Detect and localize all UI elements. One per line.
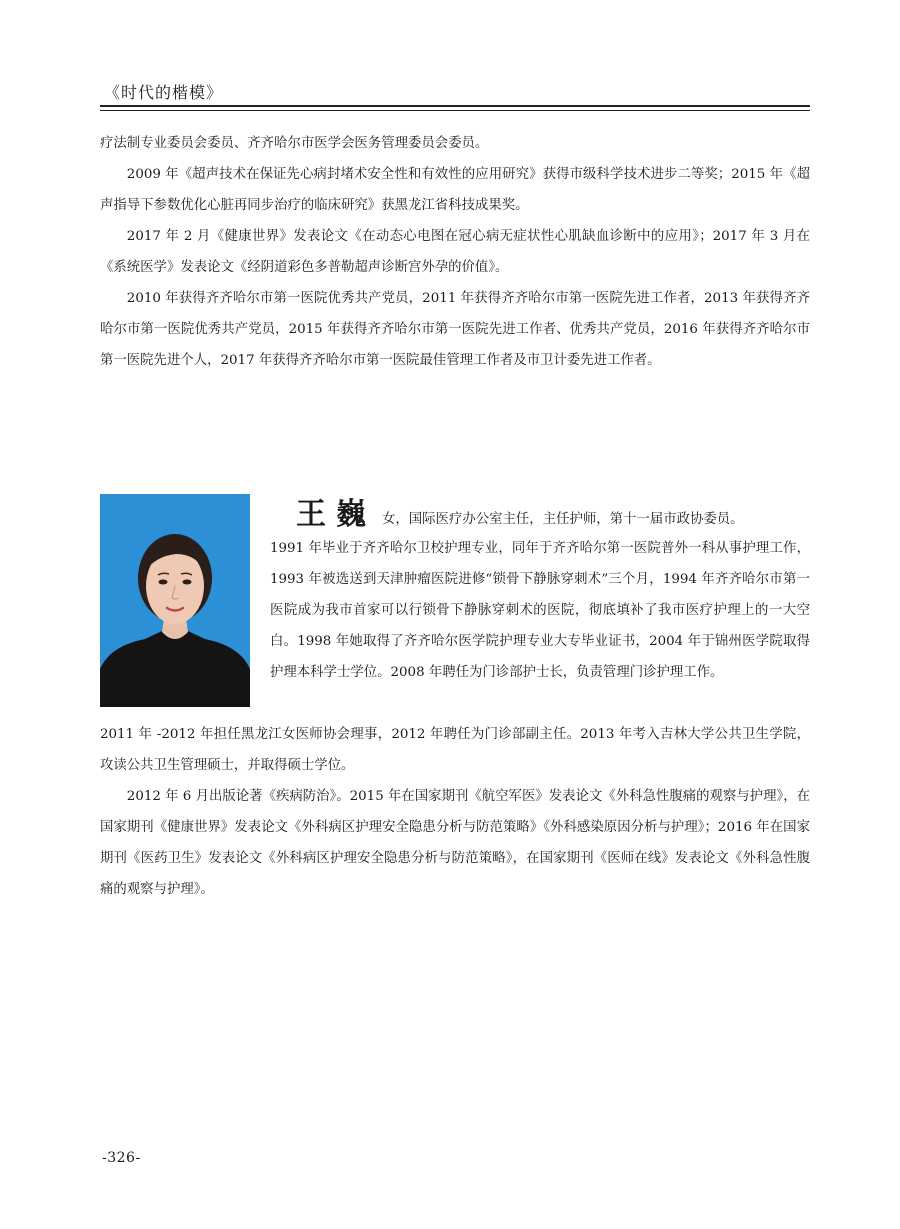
header-rule-thick <box>100 105 810 107</box>
paragraph-publications: 2017 年 2 月《健康世界》发表论文《在动态心电图在冠心病无症状性心肌缺血诊断中的应用》；2017 年 3 月在《系统医学》发表论文《经阴道彩色多普勒超声诊断宫外孕的价值》。 <box>100 229 810 275</box>
paragraph-honors: 2010 年获得齐齐哈尔市第一医院优秀共产党员，2011 年获得齐齐哈尔市第一医院先进工作者，2013 年获得齐齐哈尔市第一医院优秀共产党员，2015 年获得齐齐哈尔市第一医院先进工作者、优秀共产党员，2016 年获得齐齐哈尔市第一医院先进个人，2017 年获得齐齐哈尔市第一医院最佳管理工作者及市卫计委先进工作者。 <box>100 291 810 368</box>
person-name: 王巍 <box>296 497 376 532</box>
profile-biography-continued <box>100 719 810 905</box>
biography-continuation: 2011 年 -2012 年担任黑龙江女医师协会理事，2012 年聘任为门诊部副主任。2013 年考入吉林大学公共卫生学院，攻读公共卫生管理硕士，并取得硕士学位。 <box>100 727 810 773</box>
profile-name-line <box>296 492 744 532</box>
paragraph-awards: 2009 年《超声技术在保证先心病封堵术安全性和有效性的应用研究》获得市级科学技术进步二等奖；2015 年《超声指导下参数优化心脏再同步治疗的临床研究》获黑龙江省科技成果奖。 <box>100 167 810 213</box>
paragraph-publications-profile: 2012 年 6 月出版论著《疾病防治》。2015 年在国家期刊《航空军医》发表论文《外科急性腹痛的观察与护理》，在国家期刊《健康世界》发表论文《外科病区护理安全隐患分析与防范策略》《外科感染原因分析与护理》；2016 年在国家期刊《医药卫生》发表论文《外科病区护理安全隐患分析与防范策略》，在国家期刊《医师在线》发表论文《外科急性腹痛的观察与护理》。 <box>100 789 810 897</box>
running-header: 《时代的楷模》 <box>104 83 224 102</box>
profile-biography-wrapped <box>270 533 810 688</box>
header-rule-thin <box>100 110 810 111</box>
biography-paragraph: 1991 年毕业于齐齐哈尔卫校护理专业，同年于齐齐哈尔第一医院普外一科从事护理工作，1993 年被选送到天津肿瘤医院进修“锁骨下静脉穿刺术”三个月，1994 年齐齐哈尔市第一医院成为我市首家可以行锁骨下静脉穿刺术的医院，彻底填补了我市医疗护理上的一大空白。1998 年她取得了齐齐哈尔医学院护理专业大专毕业证书，2004 年于锦州医学院取得护理本科学士学位。2008 年聘任为门诊部护士长，负责管理门诊护理工作。 <box>270 541 810 680</box>
page-number: -326- <box>102 1150 141 1166</box>
paragraph-continued: 疗法制专业委员会委员、齐齐哈尔市医学会医务管理委员会委员。 <box>100 136 489 151</box>
portrait-photo <box>100 494 250 707</box>
person-intro: 女，国际医疗办公室主任，主任护师，第十一届市政协委员。 <box>382 512 744 527</box>
previous-profile-text <box>100 128 810 376</box>
